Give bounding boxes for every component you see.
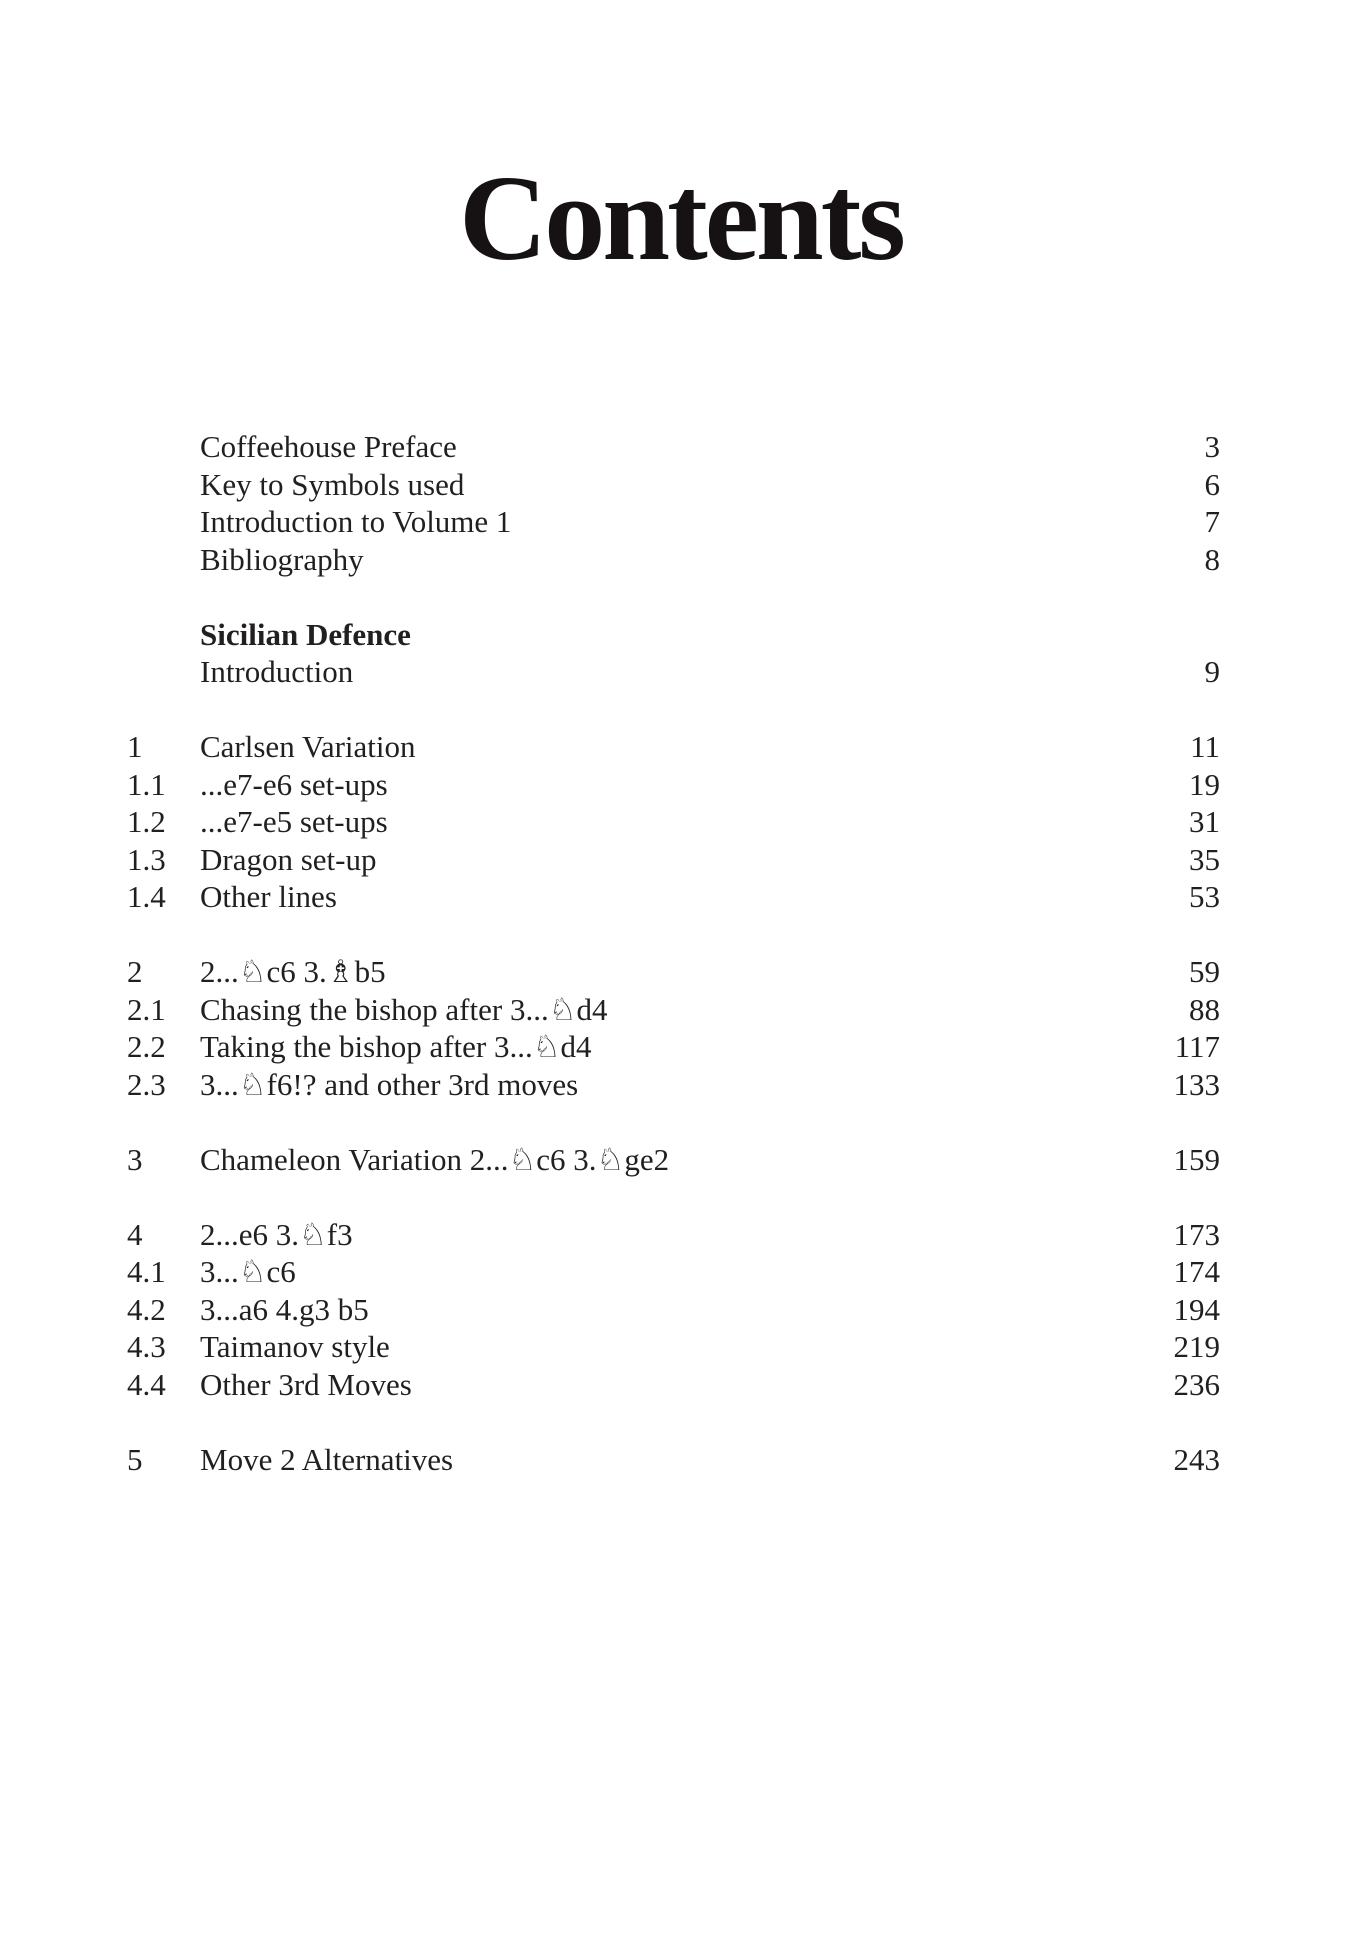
- toc-entry-number: 4.3: [127, 1329, 166, 1364]
- toc-entry-number: 2.2: [127, 1029, 166, 1064]
- toc-section-chapter-2: [127, 953, 1220, 1103]
- toc-entry-label: Introduction to Volume 1: [200, 504, 512, 539]
- toc-entry: [127, 1216, 1220, 1254]
- toc-entry-number: 1.1: [127, 766, 166, 802]
- toc-entry-number: 4: [127, 1216, 143, 1252]
- toc-entry-page: 133: [1173, 1066, 1220, 1102]
- toc-entry-label: 2...♘c6 3.♗b5: [200, 954, 386, 989]
- toc-entry: [127, 1141, 1220, 1179]
- toc-entry-page: 9: [1204, 654, 1220, 689]
- toc-entry: [127, 766, 1220, 804]
- toc-entry: [127, 728, 1220, 766]
- toc-entry-label: Sicilian Defence: [200, 616, 411, 652]
- toc-section-chapter-5: [127, 1441, 1220, 1479]
- toc-entry-label: Taimanov style: [200, 1329, 390, 1364]
- toc-entry-label: Bibliography: [200, 541, 364, 577]
- toc-entry: [127, 1066, 1220, 1104]
- toc-entry-label: Introduction: [200, 654, 354, 689]
- toc-entry-number: 5: [127, 1441, 143, 1477]
- toc-entry: [127, 616, 1220, 654]
- toc-entry-label: 3...a6 4.g3 b5: [200, 1291, 369, 1327]
- toc-entry-label: Other 3rd Moves: [200, 1366, 412, 1402]
- toc-entry: [127, 878, 1220, 916]
- toc-entry-label: Taking the bishop after 3...♘d4: [200, 1029, 592, 1064]
- toc-entry-page: 11: [1190, 729, 1220, 764]
- toc-entry-number: 2: [127, 954, 143, 989]
- toc-entry-number: 1.3: [127, 841, 166, 877]
- toc-entry: [127, 466, 1220, 504]
- toc-entry: [127, 1028, 1220, 1066]
- table-of-contents: [127, 428, 1220, 1478]
- toc-entry-label: Chasing the bishop after 3...♘d4: [200, 991, 608, 1027]
- toc-entry-page: 19: [1189, 766, 1220, 802]
- toc-section-chapter-4: [127, 1216, 1220, 1404]
- toc-entry-label: 2...e6 3.♘f3: [200, 1216, 353, 1252]
- toc-entry: [127, 428, 1220, 466]
- toc-entry: [127, 653, 1220, 691]
- toc-entry: [127, 541, 1220, 579]
- toc-entry: [127, 1291, 1220, 1329]
- toc-entry-page: 88: [1189, 991, 1220, 1027]
- toc-entry-number: 3: [127, 1141, 143, 1177]
- toc-section-front-matter: [127, 428, 1220, 578]
- toc-entry: [127, 1366, 1220, 1404]
- toc-entry: [127, 803, 1220, 841]
- toc-entry-label: Coffeehouse Preface: [200, 429, 457, 464]
- toc-entry: [127, 1253, 1220, 1291]
- page-title: Contents: [459, 151, 903, 286]
- toc-entry-page: 6: [1204, 466, 1220, 502]
- toc-entry-page: 7: [1204, 504, 1220, 539]
- toc-entry-page: 53: [1189, 879, 1220, 914]
- toc-entry-page: 173: [1173, 1216, 1220, 1252]
- toc-entry-number: 4.2: [127, 1291, 166, 1327]
- toc-entry-label: Chameleon Variation 2...♘c6 3.♘ge2: [200, 1141, 670, 1177]
- toc-entry-page: 31: [1189, 804, 1220, 839]
- toc-entry: [127, 953, 1220, 991]
- toc-entry-label: Move 2 Alternatives: [200, 1441, 454, 1477]
- toc-entry: [127, 991, 1220, 1029]
- toc-entry-page: 59: [1189, 954, 1220, 989]
- toc-entry-number: 2.1: [127, 991, 166, 1027]
- toc-entry-page: 174: [1173, 1254, 1220, 1289]
- toc-entry-page: 159: [1173, 1141, 1220, 1177]
- toc-entry-number: 1.4: [127, 879, 166, 914]
- toc-entry-page: 194: [1173, 1291, 1220, 1327]
- toc-entry-page: 35: [1189, 841, 1220, 877]
- toc-entry-page: 8: [1204, 541, 1220, 577]
- toc-entry-label: Dragon set-up: [200, 841, 377, 877]
- toc-entry: [127, 841, 1220, 879]
- toc-entry: [127, 503, 1220, 541]
- toc-entry: [127, 1328, 1220, 1366]
- toc-section-chapter-1: [127, 728, 1220, 916]
- toc-entry-page: 117: [1174, 1029, 1220, 1064]
- toc-entry-page: 219: [1173, 1329, 1220, 1364]
- toc-entry-number: 4.4: [127, 1366, 166, 1402]
- toc-entry-number: 1.2: [127, 804, 166, 839]
- toc-entry-label: 3...♘f6!? and other 3rd moves: [200, 1066, 579, 1102]
- toc-entry-label: Other lines: [200, 879, 337, 914]
- toc-section-chapter-3: [127, 1141, 1220, 1179]
- toc-entry-label: ...e7-e5 set-ups: [200, 804, 388, 839]
- toc-entry: [127, 1441, 1220, 1479]
- toc-entry-number: 1: [127, 729, 143, 764]
- toc-section-sicilian-defence: [127, 616, 1220, 691]
- toc-entry-page: 236: [1173, 1366, 1220, 1402]
- contents-page: [0, 151, 1362, 1937]
- toc-entry-page: 243: [1173, 1441, 1220, 1477]
- toc-entry-label: ...e7-e6 set-ups: [200, 766, 388, 802]
- toc-entry-number: 2.3: [127, 1066, 166, 1102]
- toc-entry-number: 4.1: [127, 1254, 166, 1289]
- toc-entry-label: 3...♘c6: [200, 1254, 296, 1289]
- toc-entry-label: Carlsen Variation: [200, 729, 416, 764]
- toc-entry-page: 3: [1204, 429, 1220, 464]
- toc-entry-label: Key to Symbols used: [200, 466, 465, 502]
